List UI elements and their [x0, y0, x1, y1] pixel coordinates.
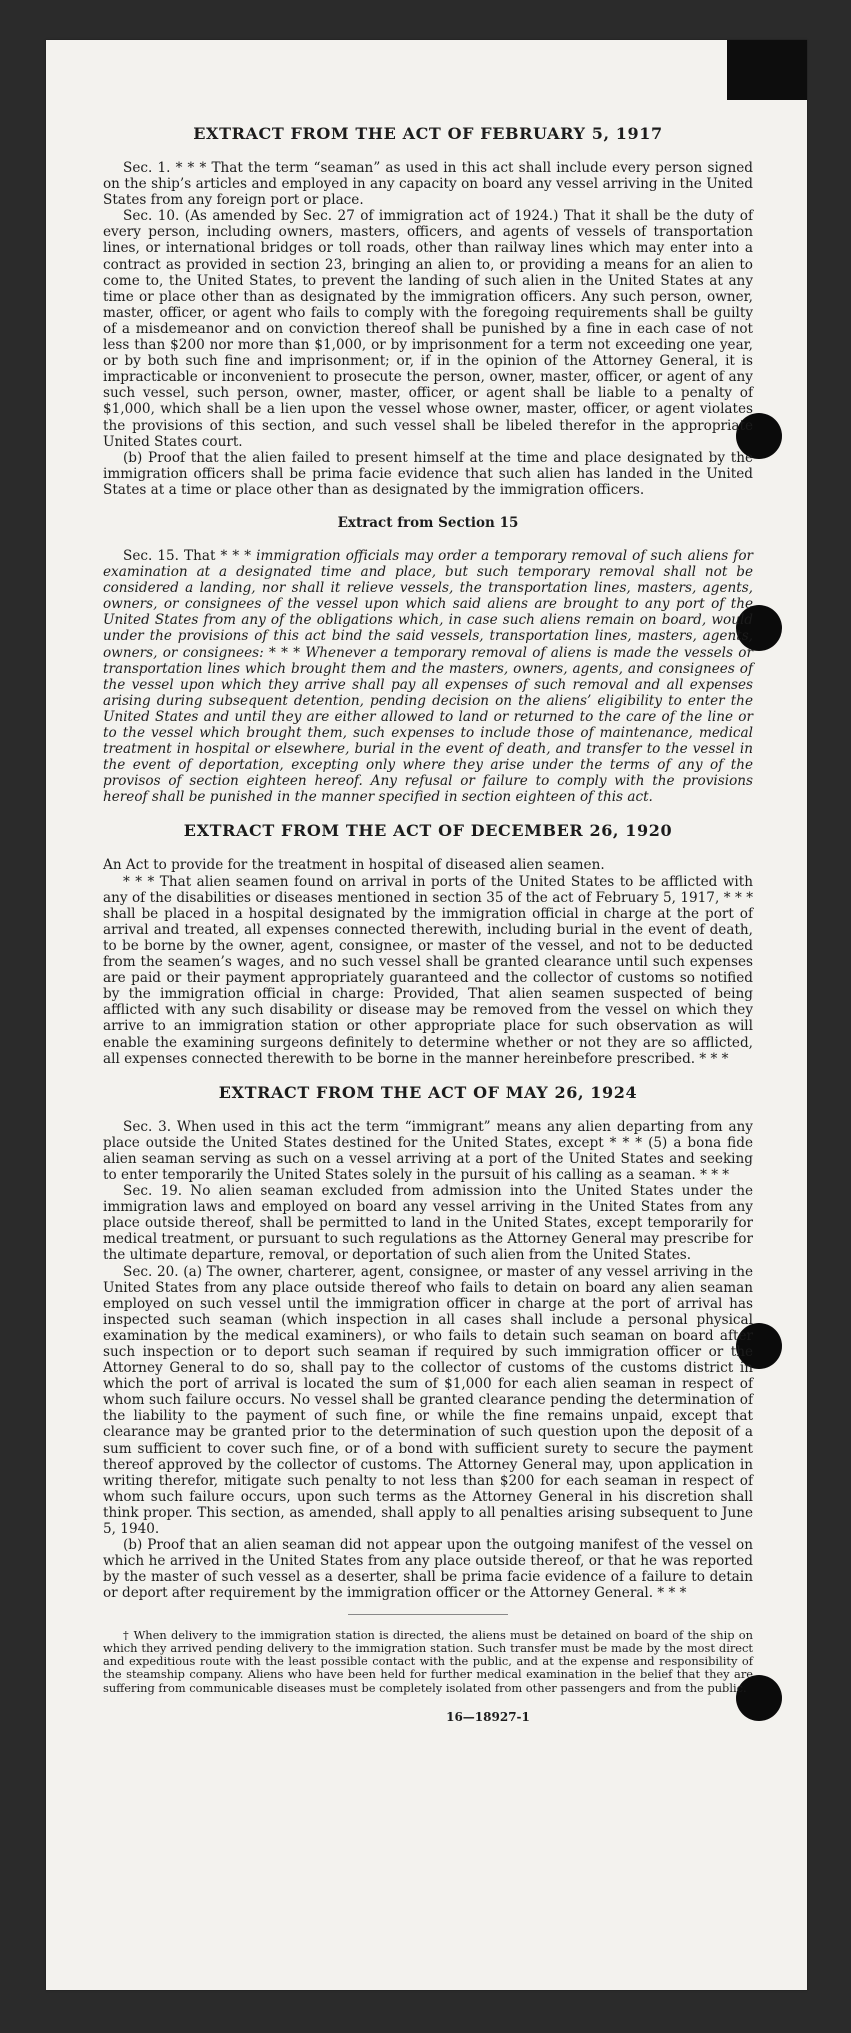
document-content	[103, 124, 753, 1725]
section-10-b: (b) Proof that the alien failed to present himself at the time and place designated by the immigration officers shall be prima facie evidence that such alien has landed in the United States at a time or place other than as designated by the immigration officers.	[103, 449, 753, 498]
heading-section-15: Extract from Section 15	[337, 514, 519, 531]
act-1920-title: An Act to provide for the treatment in hospital of diseased alien seamen.	[103, 857, 605, 874]
document-page	[46, 40, 807, 1990]
heading-act-1917: EXTRACT FROM THE ACT OF FEBRUARY 5, 1917	[193, 124, 663, 143]
footnote-divider	[348, 1614, 508, 1615]
heading-act-1924: EXTRACT FROM THE ACT OF MAY 26, 1924	[218, 1082, 638, 1102]
section-20: Sec. 20. (a) The owner, charterer, agent, consignee, or master of any vessel arriving in the United States from any place outside thereof who fails to detain on board any alien seaman employed on such vessel until the immigration officer in charge at the port of arrival has inspected such seaman (which inspection in all cases shall include a personal physical examination by the medical examiners), or who fails to detain such seaman on board after such inspection or to deport such seaman if required by such immigration officer or the Attorney General to do so, shall pay to the collector of customs of the customs district in which the port of arrival is located the sum of $1,000 for each alien seaman in respect of whom such failure occurs. No vessel shall be granted clearance pending the determination of the liability to the payment of such fine, or while the fine remains unpaid, except that clearance may be granted prior to the determination of such question upon the deposit of a sum sufficient to cover such fine, or of a bond with sufficient surety to secure the payment thereof approved by the collector of customs. The Attorney General may, upon application in writing therefor, mitigate such penalty to not less than $200 for each seaman in respect of whom such failure occurs, upon such terms as the Attorney General in his discretion shall think proper. This section, as amended, shall apply to all penalties arising subsequent to June 5, 1940.	[103, 1263, 753, 1538]
section-3: Sec. 3. When used in this act the term “immigrant” means any alien departing from any place outside the United States destined for the United States, except * * * (5) a bona fide alien seaman serving as such on a vessel arriving at a port of the United States and seeking to enter temporarily the United States solely in the pursuit of his calling as a seaman. * * *	[103, 1118, 753, 1183]
section-19: Sec. 19. No alien seaman excluded from admission into the United States under the immigration laws and employed on board any vessel arriving in the United States from any place outside thereof, shall be permitted to land in the United States, except temporarily for medical treatment, or pursuant to such regulations as the Attorney General may prescribe for the ultimate departure, removal, or deportation of such alien from the United States.	[103, 1183, 753, 1264]
section-15-lead: Sec. 15. That * * *	[123, 547, 257, 564]
section-10: Sec. 10. (As amended by Sec. 27 of immigration act of 1924.) That it shall be the duty of every person, including owners, masters, officers, and agents of vessels of transportation lines, or international bridges or toll roads, other than railway lines which may enter into a contract as provided in section 23, bringing an alien to, or providing a means for an alien to come to, the United States, to prevent the landing of such alien in the United States at any time or place other than as designated by the immigration officers. Any such person, owner, master, officer, or agent who fails to comply with the foregoing requirements shall be guilty of a misdemeanor and on conviction thereof shall be punished by a fine in each case of not less than $200 nor more than $1,000, or by imprisonment for a term not exceeding one year, or by both such fine and imprisonment; or, if in the opinion of the Attorney General, it is impracticable or inconvenient to prosecute the person, owner, master, officer, or agent of any such vessel, such person, owner, master, officer, or agent shall be liable to a penalty of $1,000, which shall be a lien upon the vessel whose owner, master, officer, or agent violates the provisions of this section, and such vessel shall be libeled therefor in the appropriate United States court.	[103, 208, 753, 450]
section-1: Sec. 1. * * * That the term “seaman” as used in this act shall include every person signed on the ship’s articles and employed in any capacity on board any vessel arriving in the United States from any foreign port or place.	[103, 160, 753, 209]
act-1920-body: * * * That alien seamen found on arrival in ports of the United States to be afflicted with any of the disabilities or diseases mentioned in section 35 of the act of February 5, 1917, * * * shall be placed in a hospital designated by the immigration official in charge at the port of arrival and treated, all expenses connected therewith, including burial in the event of death, to be borne by the owner, agent, consignee, or master of the vessel, and not to be deducted from the seamen’s wages, and no such vessel shall be granted clearance until such expenses are paid or their payment appropriately guaranteed and the collector of customs so notified by the immigration official in charge: Provided, That alien seamen suspected of being afflicted with any such disability or disease may be removed from the vessel on which they arrive to an immigration station or other appropriate place for such observation as will enable the examining surgeons definitely to determine whether or not they are so afflicted, all expenses connected therewith to be borne in the manner hereinbefore prescribed. * * *	[103, 873, 753, 1067]
footnote: † When delivery to the immigration station is directed, the aliens must be detained on board of the ship on which they arrived pending delivery to the immigration station. Such transfer must be made by the most direct and expeditious route with the least possible contact with the public, and at the expense and responsibility of the steamship company. Aliens who have been held for further medical examination in the belief that they are suffering from communicable diseases must be completely isolated from other passengers and from the public.	[103, 1627, 753, 1695]
section-15-text: immigration officials may order a temporary removal of such aliens for examination at a designated time and place, but such temporary removal shall not be considered a landing, nor shall it relieve vessels, the transportation lines, masters, agents, owners, or consignees of the vessel upon which said aliens are brought to any port of the United States from any of the obligations which, in case such aliens remain on board, would under the provisions of this act bind the said vessels, transportation lines, masters, agents, owners, or consignees: * * * Whenever a temporary removal of aliens is made the vessels or transportation lines which brought them and the masters, owners, agents, and consignees of the vessel upon which they arrive shall pay all expenses of such removal and all expenses arising during subsequent detention, pending decision on the aliens’ eligibility to enter the United States and until they are either allowed to land or returned to the care of the line or to the vessel which brought them, such expenses to include those of maintenance, medical treatment in hospital or elsewhere, burial in the event of death, and transfer to the vessel in the event of deportation, excepting only where they arise under the terms of any of the provisos of section eighteen hereof. Any refusal or failure to comply with the provisions hereof shall be punished in the manner specified in section eighteen of this act.	[103, 547, 753, 806]
scan-marks	[46, 40, 807, 120]
scan-corner-mark	[727, 40, 807, 100]
section-15	[103, 548, 753, 806]
section-20-b: (b) Proof that an alien seaman did not appear upon the outgoing manifest of the vessel on which he arrived in the United States from any place outside thereof, or that he was reported by the master of such vessel as a deserter, shall be prima facie evidence of a failure to detain or deport after requirement by the immigration officer or the Attorney General. * * *	[103, 1537, 753, 1602]
heading-act-1920: EXTRACT FROM THE ACT OF DECEMBER 26, 1920	[183, 821, 673, 841]
document-id: 16—18927-1	[446, 1709, 530, 1724]
